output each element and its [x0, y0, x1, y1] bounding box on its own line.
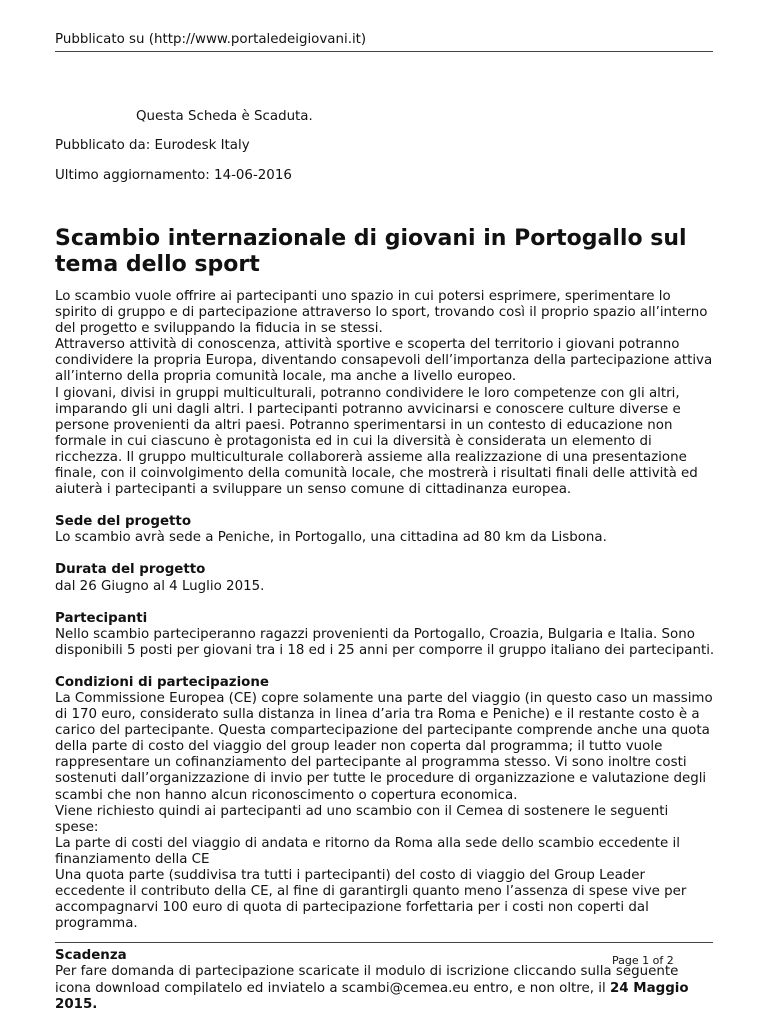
- site-header: Pubblicato su (http://www.portaledeigiovani.it): [55, 32, 367, 47]
- section-text: dal 26 Giugno al 4 Luglio 2015.: [55, 578, 265, 594]
- deadline-date: 24 Maggio 2015.: [55, 980, 689, 1012]
- last-update: Ultimo aggiornamento: 14-06-2016: [55, 168, 292, 183]
- section-title: Sede del progetto: [55, 514, 192, 530]
- section-title: Scadenza: [55, 948, 127, 964]
- article-body: [55, 289, 715, 1013]
- page-title: Scambio internazionale di giovani in Portogallo sul tema dello sport: [55, 226, 687, 277]
- intro-text: Lo scambio vuole offrire ai partecipanti uno spazio in cui potersi esprimere, sperimentare lo spirito di gruppo e di partecipazione attraverso lo sport, trovando così il proprio spazio all’interno del progetto e sviluppando la fiducia in se stessi. Attraverso attività di conoscenza, attività sportive e scoperta del territorio i giovani potranno condividere la propria Europa, diventando consapevoli dell’importanza della partecipazione attiva all’interno della propria comunità locale, ma anche a livello europeo. I giovani, divisi in gruppi multiculturali, potranno condividere le loro competenze con gli altri, imparando gli uni dagli altri. I partecipanti potranno avvicinarsi e conoscere culture diverse e persone provenienti da altri paesi. Potranno sperimentarsi in un contesto di educazione non formale in cui ciascuno è protagonista ed in cui la diversità è considerata un elemento di ricchezza. Il gruppo multiculturale collaborerà assieme alla realizzazione di una presentazione finale, con il coinvolgimento della comunità locale, che mostrerà i risultati finali delle attività ed aiuterà i partecipanti a sviluppare un senso comune di cittadinanza europea.: [55, 289, 713, 498]
- expired-notice: Questa Scheda è Scaduta.: [136, 109, 313, 124]
- header-divider: [55, 51, 713, 52]
- section-title: Condizioni di partecipazione: [55, 674, 269, 690]
- published-by: Pubblicato da: Eurodesk Italy: [55, 138, 250, 153]
- section-text: [55, 964, 715, 1012]
- section-title: Durata del progetto: [55, 562, 206, 578]
- deadline-instructions: Per fare domanda di partecipazione scaricate il modulo di iscrizione cliccando sulla seguente icona download compilatelo ed inviatelo a scambi@cemea.eu entro, e non oltre, il: [55, 964, 679, 996]
- section-durata: [55, 562, 715, 594]
- section-partecipanti: [55, 611, 715, 659]
- page-number: Page 1 of 2: [612, 954, 674, 967]
- section-title: Partecipanti: [55, 610, 148, 626]
- section-text: Lo scambio avrà sede a Peniche, in Portogallo, una cittadina ad 80 km da Lisbona.: [55, 530, 607, 546]
- section-condizioni: [55, 675, 715, 933]
- section-text: Nello scambio parteciperanno ragazzi provenienti da Portogallo, Croazia, Bulgaria e Italia. Sono disponibili 5 posti per giovani tra i 18 ed i 25 anni per comporre il gruppo italiano dei partecipanti.: [55, 626, 715, 658]
- footer-divider: [55, 942, 713, 943]
- section-sede: [55, 514, 715, 546]
- section-text: La Commissione Europea (CE) copre solamente una parte del viaggio (in questo caso un massimo di 170 euro, considerato sulla distanza in linea d’aria tra Roma e Peniche) e il restante costo è a carico del partecipante. Questa compartecipazione del partecipante comprende anche una quota della parte di costo del viaggio del group leader non coperta dal programma; il tutto vuole rappresentare un cofinanziamento del partecipante al programma stesso. Vi sono inoltre costi sostenuti dall’organizzazione di invio per tutte le procedure di organizzazione e valutazione degli scambi che non hanno alcun riconoscimento o copertura economica. Viene richiesto quindi ai partecipanti ad uno scambio con il Cemea di sostenere le seguenti spese: La parte di costi del viaggio di andata e ritorno da Roma alla sede dello scambio eccedente il finanziamento della CE Una quota parte (suddivisa tra tutti i partecipanti) del costo di viaggio del Group Leader eccedente il contributo della CE, al fine di garantirgli quanto meno l’assenza di spese vive per accompagnarvi 100 euro di quota di partecipazione forfettaria per i costi non coperti dal programma.: [55, 690, 713, 932]
